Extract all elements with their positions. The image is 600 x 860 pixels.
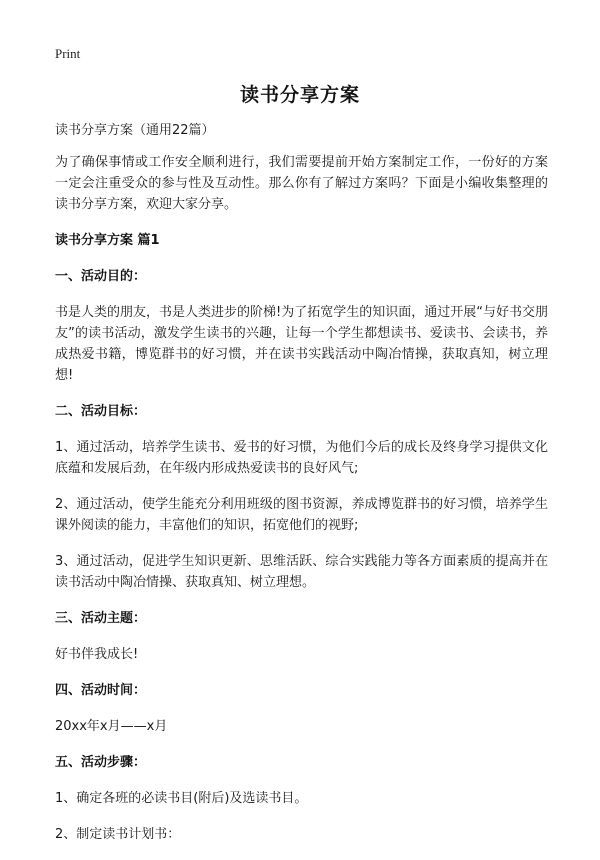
heading-steps: 五、活动步骤： (55, 755, 147, 770)
paragraph-time: 20xx年x月——x月 (55, 719, 168, 734)
paragraph-purpose: 书是人类的朋友，书是人类进步的阶梯!为了拓宽学生的知识面，通过开展“与好书交朋友”的读书活动，激发学生读书的兴趣，让每一个学生都想读书、爱读书、会读书，养成热爱书籍，博览群书的好习惯，并在读书实践活动中陶冶情操，获取真知，树立理想! (55, 305, 548, 383)
document-subtitle: 读书分享方案（通用22篇） (55, 123, 215, 138)
paragraph-theme: 好书伴我成长! (55, 647, 139, 662)
intro-paragraph: 为了确保事情或工作安全顺利进行，我们需要提前开始方案制定工作，一份好的方案一定会注重受众的参与性及互动性。那么你有了解过方案吗？下面是小编收集整理的读书分享方案，欢迎大家分享。 (55, 155, 548, 212)
document-body (55, 120, 548, 860)
section-title: 读书分享方案 篇1 (55, 233, 160, 248)
heading-goals: 二、活动目标： (55, 404, 147, 419)
print-link[interactable]: Print (55, 46, 81, 61)
heading-purpose: 一、活动目的： (55, 269, 147, 284)
paragraph-goal-2: 2、通过活动，使学生能充分利用班级的图书资源，养成博览群书的好习惯，培养学生课外阅读的能力，丰富他们的知识，拓宽他们的视野; (55, 497, 548, 533)
heading-theme: 三、活动主题： (55, 611, 147, 626)
paragraph-goal-3: 3、通过活动，促进学生知识更新、思维活跃、综合实践能力等各方面素质的提高并在读书活动中陶冶情操、获取真知、树立理想。 (55, 554, 548, 590)
paragraph-step-1: 1、确定各班的必读书目(附后)及选读书目。 (55, 791, 308, 806)
page-title: 读书分享方案 (239, 84, 360, 106)
heading-time: 四、活动时间： (55, 683, 147, 698)
paragraph-goal-1: 1、通过活动，培养学生读书、爱书的好习惯，为他们今后的成长及终身学习提供文化底蕴和发展后劲，在年级内形成热爱读书的良好风气; (55, 440, 548, 476)
paragraph-step-2: 2、制定读书计划书： (55, 827, 181, 842)
